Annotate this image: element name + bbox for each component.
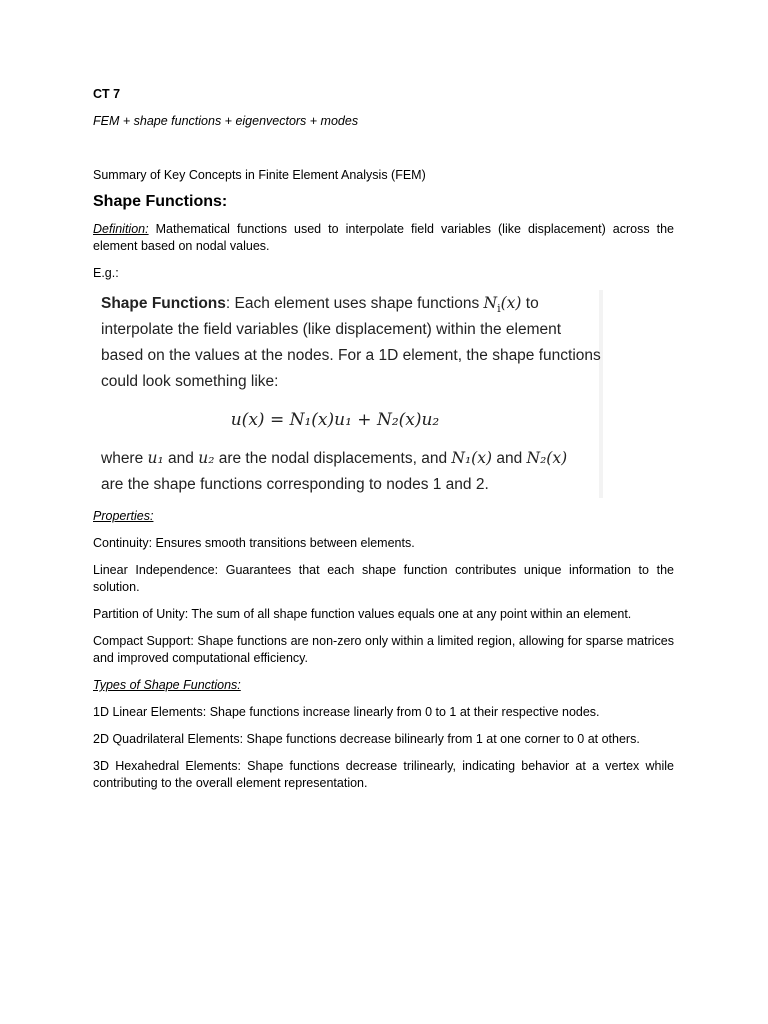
figure-line-1 — [101, 290, 599, 317]
document-subtitle: FEM + shape functions + eigenvectors + modes — [93, 114, 359, 128]
math-n1: N₁(x) — [451, 449, 493, 467]
figure-line-5-a: where — [101, 450, 148, 467]
embedded-figure — [93, 290, 603, 498]
math-u1: u₁ — [147, 449, 164, 467]
math-n: N — [483, 294, 498, 312]
type-item: 3D Hexahedral Elements: Shape functions decrease trilinearly, indicating behavior at a vertex while contributing to the overall element representation. — [93, 759, 674, 790]
summary-line: Summary of Key Concepts in Finite Element Analysis (FEM) — [93, 168, 426, 182]
type-item: 1D Linear Elements: Shape functions increase linearly from 0 to 1 at their respective nodes. — [93, 705, 600, 719]
document-page — [93, 86, 674, 802]
figure-line-5-d: and — [492, 450, 527, 467]
definition-label: Definition: — [93, 222, 149, 236]
property-item: Linear Independence: Guarantees that each shape function contributes unique information to the solution. — [93, 563, 674, 594]
figure-math-ni — [483, 294, 522, 316]
example-label: E.g.: — [93, 266, 119, 280]
figure-line-5 — [101, 445, 599, 472]
types-heading: Types of Shape Functions: — [93, 678, 241, 692]
figure-line-2: interpolate the field variables (like displacement) within the element — [101, 321, 562, 338]
type-item: 2D Quadrilateral Elements: Shape functions decrease bilinearly from 1 at one corner to 0 at others. — [93, 732, 640, 746]
property-item: Compact Support: Shape functions are non-zero only within a limited region, allowing for sparse matrices and improved computational efficiency. — [93, 634, 674, 665]
property-item: Partition of Unity: The sum of all shape function values equals one at any point within an element. — [93, 607, 632, 621]
section-heading-shape-functions: Shape Functions: — [93, 193, 228, 210]
figure-line-3: based on the values at the nodes. For a 1D element, the shape functions — [101, 347, 601, 364]
figure-bold-term: Shape Functions — [101, 295, 226, 312]
figure-line-1-end: to — [521, 295, 539, 312]
figure-equation: u(x) = N₁(x)u₁ + N₂(x)u₂ — [230, 410, 440, 430]
figure-line-4: could look something like: — [101, 373, 279, 390]
math-n2: N₂(x) — [526, 449, 568, 467]
definition-text: Mathematical functions used to interpolate field variables (like displacement) across the element based on nodal values. — [93, 222, 674, 253]
properties-heading: Properties: — [93, 509, 154, 523]
figure-line-1-text: : Each element uses shape functions — [225, 295, 484, 312]
math-sub-i: i — [497, 302, 501, 316]
math-u2: u₂ — [198, 449, 215, 467]
math-arg: (x) — [500, 294, 522, 312]
figure-line-5-b: and — [163, 450, 199, 467]
figure-line-6: are the shape functions corresponding to nodes 1 and 2. — [101, 476, 489, 493]
property-item: Continuity: Ensures smooth transitions between elements. — [93, 536, 415, 550]
figure-line-5-c: are the nodal displacements, and — [214, 450, 452, 467]
definition-paragraph — [93, 221, 674, 255]
document-title: CT 7 — [93, 87, 121, 101]
